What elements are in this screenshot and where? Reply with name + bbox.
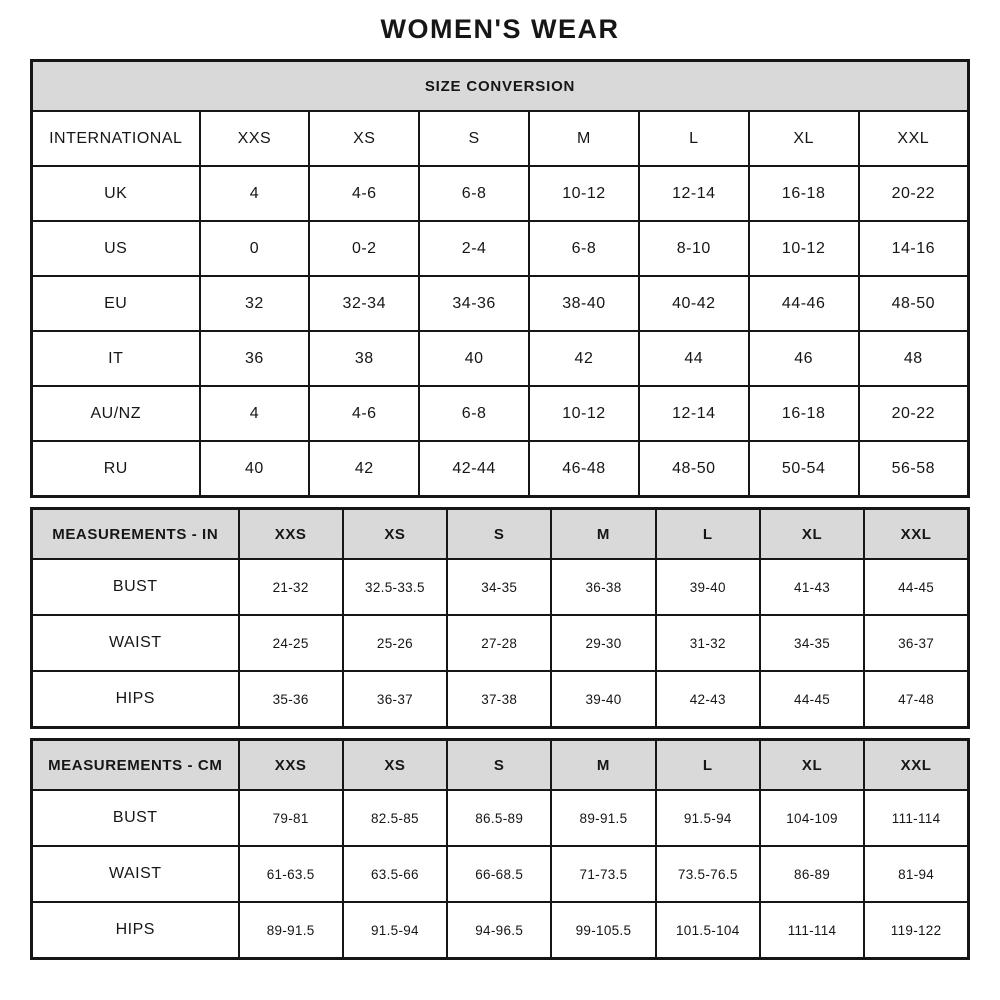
value-cell: 61-63.5 [239,846,343,902]
column-header-s: S [447,740,551,791]
value-cell: 104-109 [760,790,864,846]
value-cell: 42-43 [656,671,760,728]
value-cell: 42 [529,331,639,386]
table-row [32,386,969,441]
table-row [32,615,969,671]
column-header-m: M [551,509,655,560]
row-label-cell: UK [32,166,200,221]
column-header-xl: XL [760,740,864,791]
value-cell: 79-81 [239,790,343,846]
row-label-cell: AU/NZ [32,386,200,441]
column-header-row [32,509,969,560]
value-cell: 38 [309,331,419,386]
value-cell: 38-40 [529,276,639,331]
value-cell: 32 [200,276,310,331]
row-label-cell: RU [32,441,200,497]
row-label-cell: HIPS [32,902,239,959]
value-cell: 86.5-89 [447,790,551,846]
column-header-xxs: XXS [239,740,343,791]
column-header-international: INTERNATIONAL [32,111,200,166]
value-cell: 21-32 [239,559,343,615]
value-cell: 99-105.5 [551,902,655,959]
row-label-cell: WAIST [32,615,239,671]
value-cell: 119-122 [864,902,968,959]
column-header-xxl: XXL [864,740,968,791]
row-label-cell: EU [32,276,200,331]
value-cell: 101.5-104 [656,902,760,959]
table-row [32,166,969,221]
value-cell: 10-12 [749,221,859,276]
table-row [32,846,969,902]
column-header-xs: XS [343,509,447,560]
value-cell: 39-40 [656,559,760,615]
value-cell: 12-14 [639,166,749,221]
size-conversion-banner: SIZE CONVERSION [32,61,969,112]
value-cell: 111-114 [760,902,864,959]
value-cell: 35-36 [239,671,343,728]
value-cell: 89-91.5 [239,902,343,959]
value-cell: 48 [859,331,969,386]
value-cell: 50-54 [749,441,859,497]
column-header-xs: XS [309,111,419,166]
value-cell: 6-8 [419,166,529,221]
value-cell: 111-114 [864,790,968,846]
row-label-cell: BUST [32,559,239,615]
value-cell: 81-94 [864,846,968,902]
value-cell: 71-73.5 [551,846,655,902]
value-cell: 48-50 [639,441,749,497]
row-label-cell: HIPS [32,671,239,728]
value-cell: 24-25 [239,615,343,671]
column-header-xs: XS [343,740,447,791]
value-cell: 94-96.5 [447,902,551,959]
value-cell: 31-32 [656,615,760,671]
value-cell: 41-43 [760,559,864,615]
row-label-cell: IT [32,331,200,386]
value-cell: 82.5-85 [343,790,447,846]
column-header-xxl: XXL [864,509,968,560]
table-banner-row [32,61,969,112]
table-row [32,902,969,959]
value-cell: 27-28 [447,615,551,671]
value-cell: 4 [200,386,310,441]
value-cell: 44 [639,331,749,386]
value-cell: 34-35 [447,559,551,615]
value-cell: 42-44 [419,441,529,497]
value-cell: 56-58 [859,441,969,497]
value-cell: 6-8 [529,221,639,276]
column-header-m: M [551,740,655,791]
table-row [32,441,969,497]
value-cell: 66-68.5 [447,846,551,902]
table-row [32,559,969,615]
column-header-xl: XL [760,509,864,560]
value-cell: 4-6 [309,386,419,441]
column-header-l: L [656,509,760,560]
column-header-l: L [656,740,760,791]
value-cell: 20-22 [859,166,969,221]
measurements-in-banner: MEASUREMENTS - IN [32,509,239,560]
value-cell: 91.5-94 [656,790,760,846]
measurements-cm-table [30,738,970,960]
value-cell: 20-22 [859,386,969,441]
column-header-xxs: XXS [200,111,310,166]
value-cell: 32.5-33.5 [343,559,447,615]
row-label-cell: US [32,221,200,276]
column-header-row [32,740,969,791]
value-cell: 14-16 [859,221,969,276]
value-cell: 6-8 [419,386,529,441]
measurements-in-table [30,507,970,729]
value-cell: 36-37 [864,615,968,671]
table-row [32,671,969,728]
column-header-xxs: XXS [239,509,343,560]
value-cell: 44-46 [749,276,859,331]
measurements-cm-banner: MEASUREMENTS - CM [32,740,239,791]
value-cell: 39-40 [551,671,655,728]
column-header-l: L [639,111,749,166]
value-cell: 4-6 [309,166,419,221]
value-cell: 40-42 [639,276,749,331]
value-cell: 8-10 [639,221,749,276]
value-cell: 73.5-76.5 [656,846,760,902]
value-cell: 0 [200,221,310,276]
column-header-xl: XL [749,111,859,166]
value-cell: 4 [200,166,310,221]
column-header-m: M [529,111,639,166]
value-cell: 16-18 [749,166,859,221]
value-cell: 2-4 [419,221,529,276]
page-title: WOMEN'S WEAR [380,14,620,44]
value-cell: 63.5-66 [343,846,447,902]
value-cell: 48-50 [859,276,969,331]
table-row [32,221,969,276]
value-cell: 34-36 [419,276,529,331]
value-cell: 42 [309,441,419,497]
value-cell: 32-34 [309,276,419,331]
value-cell: 47-48 [864,671,968,728]
value-cell: 46 [749,331,859,386]
size-conversion-table [30,59,970,498]
table-row [32,790,969,846]
value-cell: 16-18 [749,386,859,441]
value-cell: 10-12 [529,166,639,221]
value-cell: 12-14 [639,386,749,441]
value-cell: 40 [419,331,529,386]
value-cell: 86-89 [760,846,864,902]
value-cell: 37-38 [447,671,551,728]
value-cell: 25-26 [343,615,447,671]
value-cell: 46-48 [529,441,639,497]
column-header-row [32,111,969,166]
value-cell: 44-45 [760,671,864,728]
value-cell: 34-35 [760,615,864,671]
value-cell: 10-12 [529,386,639,441]
value-cell: 29-30 [551,615,655,671]
row-label-cell: BUST [32,790,239,846]
table-row [32,331,969,386]
value-cell: 40 [200,441,310,497]
column-header-s: S [447,509,551,560]
column-header-s: S [419,111,529,166]
value-cell: 36-38 [551,559,655,615]
value-cell: 89-91.5 [551,790,655,846]
value-cell: 91.5-94 [343,902,447,959]
value-cell: 36 [200,331,310,386]
table-row [32,276,969,331]
row-label-cell: WAIST [32,846,239,902]
column-header-xxl: XXL [859,111,969,166]
value-cell: 0-2 [309,221,419,276]
value-cell: 44-45 [864,559,968,615]
value-cell: 36-37 [343,671,447,728]
